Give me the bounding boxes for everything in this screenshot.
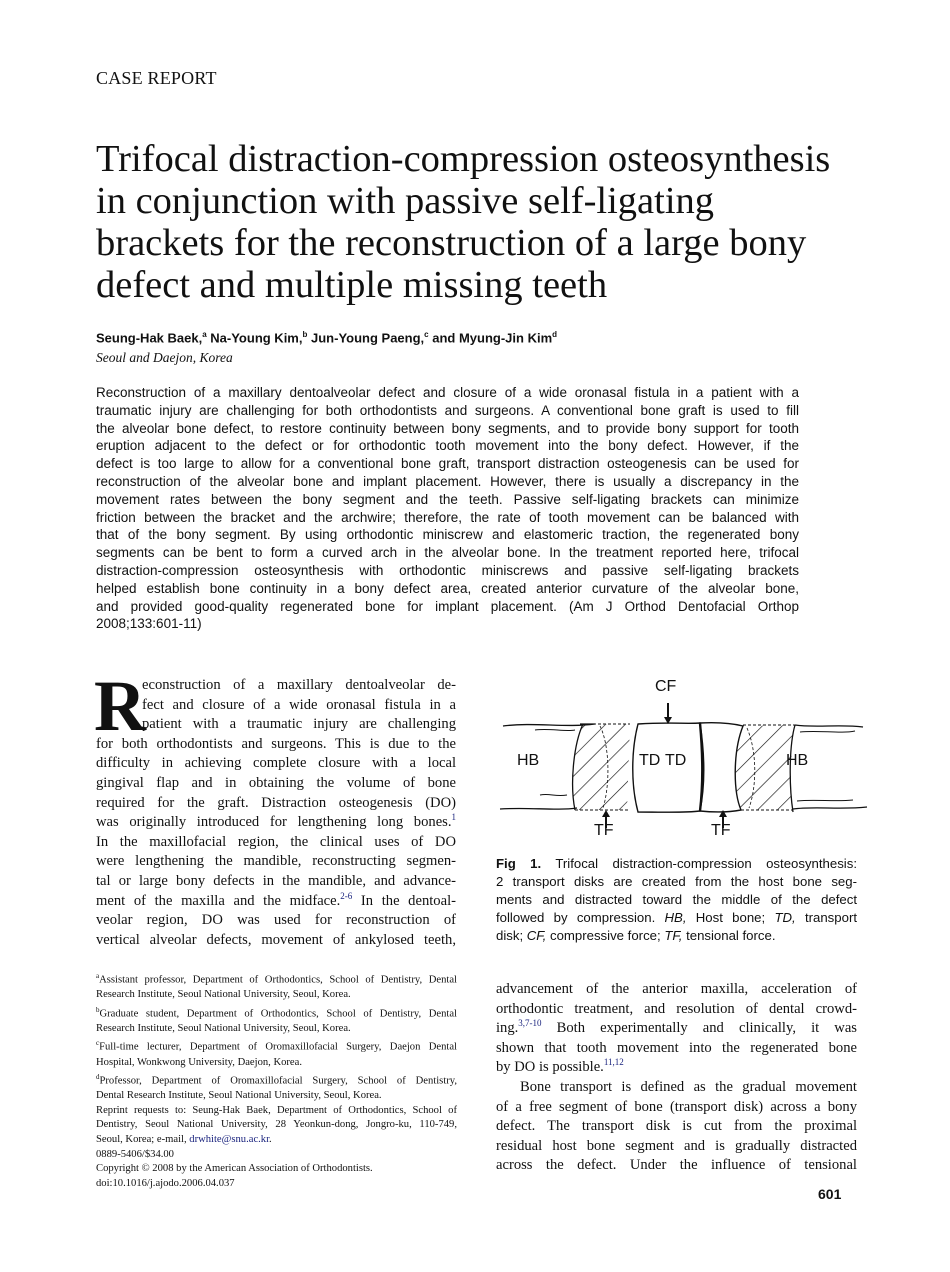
abstract-line: movement rates between the bony segment and the teeth. Passive self-ligating brackets can minimize: [96, 491, 799, 507]
body-line: orthodontic treatment, and resolution of dental crowd-: [496, 1000, 857, 1017]
footnote-text: Assistant professor, Department of Orthodontics, School of Dentistry, Dental: [99, 974, 457, 986]
abstract-line: distraction-compression osteosynthesis with orthodontic miniscrews and passive self-ligating brackets: [96, 562, 799, 578]
author-name: Jun-Young Paeng,: [311, 330, 425, 346]
body-text: by DO is possible.: [496, 1059, 604, 1076]
body-line: advancement of the anterior maxilla, acceleration of: [496, 981, 857, 997]
abstract-line: eruption adjacent to the defect or for orthodontic tooth movement into the bony defect. However, if the: [96, 438, 799, 454]
author-list: [96, 330, 557, 345]
citation-link[interactable]: 2-6: [340, 890, 353, 901]
body-text: was originally introduced for lengthening long bones.: [96, 814, 452, 831]
abbr-td: TD,: [774, 910, 796, 925]
abstract-line: Reconstruction of a maxillary dentoalveolar defect and closure of a wide oronasal fistula in a patient with a: [96, 385, 799, 400]
figure-label-td-right: TD: [665, 752, 687, 769]
footnote-line: [96, 969, 457, 988]
title-line: brackets for the reconstruction of a large bony: [96, 222, 807, 264]
author-location: Seoul and Daejon, Korea: [96, 350, 233, 365]
abstract-line: 2008;133:601-11): [96, 616, 202, 632]
footnote-mark: a: [96, 972, 100, 980]
drop-cap: R: [94, 666, 146, 746]
abbr-cf: CF,: [526, 928, 547, 943]
author-affiliation-mark: a: [202, 330, 207, 339]
footnote-text: .: [269, 1134, 272, 1146]
body-line: [96, 892, 456, 912]
abbr-hb: HB,: [664, 910, 687, 925]
title-line: Trifocal distraction-compression osteosynthesis: [96, 138, 831, 180]
body-line: tal or large bony defects in the mandible, and advance-: [96, 872, 456, 889]
body-line: patient with a traumatic injury are challenging: [142, 716, 456, 733]
caption-text: Trifocal distraction-compression osteosynthesis:: [541, 856, 857, 871]
footnote-mark: b: [96, 1005, 100, 1014]
figure-caption: [496, 855, 857, 945]
footnote-line: [96, 1036, 457, 1055]
body-line: In the maxillofacial region, the clinical uses of DO: [96, 833, 456, 850]
body-line: [496, 1019, 857, 1039]
body-line: gingival flap and in obtaining the volume of bone: [96, 774, 456, 791]
body-text: In the dentoal-: [352, 892, 457, 909]
abstract-line: that of the bony segment. By using orthodontic miniscrew and elastomeric traction, the regenerated bony: [96, 527, 799, 543]
body-line: required for the graft. Distraction osteogenesis (DO): [96, 794, 456, 811]
body-line: defect. The transport disk is cut from the proximal: [496, 1118, 857, 1135]
body-line: difficulty in achieving complete closure with a local: [96, 755, 456, 772]
email-link[interactable]: drwhite@snu.ac.kr: [189, 1134, 270, 1146]
abbr-tf: TF,: [664, 928, 683, 943]
reprint-line: Reprint requests to: Seung-Hak Baek, Department of Orthodontics, School of: [96, 1104, 457, 1116]
author-name: Seung-Hak Baek,: [96, 330, 203, 346]
author-name: Na-Young Kim,: [210, 330, 303, 346]
citation-link[interactable]: 11,12: [603, 1057, 624, 1068]
copyright: Copyright © 2008 by the American Association of Orthodontists.: [96, 1163, 373, 1175]
caption-text: compressive force;: [546, 928, 665, 943]
abstract-line: traumatic injury are challenging for both orthodontists and surgeons. A conventional bone graft is used to fill: [96, 402, 799, 418]
body-line: fect and closure of a wide oronasal fistula in a: [142, 696, 456, 713]
body-line: vertical alveolar defects, movement of ankylosed teeth,: [96, 931, 456, 948]
caption-line: 2 transport disks are created from the host bone seg-: [496, 874, 857, 889]
caption-text: Host bone;: [686, 910, 775, 925]
figure-label-tf-left: TF: [594, 822, 614, 839]
abstract-line: and provided good-quality regenerated bone for implant placement. (Am J Orthod Dentofacial Orthop: [96, 598, 799, 614]
caption-line: ments and distracted toward the middle of the defect: [496, 892, 857, 907]
figure-label-hb-right: HB: [786, 752, 809, 769]
body-line: were lengthening the mandible, reconstructing segmen-: [96, 853, 456, 870]
abstract-line: helped establish bone continuity in a bony defect area, created anterior curvature of the alveolar bone,: [96, 580, 799, 596]
reprint-line: [96, 1133, 457, 1148]
body-text: ment of the maxilla and the midface.: [96, 892, 341, 909]
author-affiliation-mark: b: [302, 330, 308, 339]
citation-link[interactable]: 1: [451, 812, 456, 823]
figure-label-hb-left: HB: [517, 752, 540, 769]
body-line: Bone transport is defined as the gradual movement: [520, 1078, 857, 1095]
footnote-mark: c: [96, 1039, 100, 1048]
body-line: veolar region, DO was used for reconstruction of: [96, 912, 456, 929]
figure-label-tf-right: TF: [711, 822, 731, 839]
figure-label-cf: CF: [655, 678, 677, 695]
footnote-line: Research Institute, Seoul National University, Seoul, Korea.: [96, 1022, 351, 1034]
body-line: residual host bone segment and is gradually distracted: [496, 1137, 857, 1154]
body-line: of a free segment of bone (transport disk) across a bony: [496, 1098, 857, 1115]
footnote-text: Professor, Department of Oromaxillofacial Surgery, School of Dentistry,: [99, 1075, 457, 1087]
footnote-line: Dental Research Institute, Seoul National University, Seoul, Korea.: [96, 1090, 382, 1102]
footnote-line: [96, 1003, 457, 1022]
body-column-left: [94, 666, 457, 950]
body-line: econstruction of a maxillary dentoalveolar de-: [142, 677, 456, 693]
body-line: across the defect. Under the influence of tensional: [496, 1157, 857, 1174]
affiliation-footnotes: [96, 969, 457, 1191]
footnote-text: Graduate student, Department of Orthodontics, School of Dentistry, Dental: [99, 1008, 457, 1020]
footnote-text: Full-time lecturer, Department of Oromaxillofacial Surgery, Daejon Dental: [99, 1041, 457, 1053]
abstract-line: reconstruction of the alveolar bone and implant placement. However, there is usually a discrepancy in the: [96, 473, 799, 489]
body-line: [496, 1058, 857, 1078]
figure-number: Fig 1.: [496, 856, 542, 871]
body-column-right: [496, 980, 857, 1176]
abstract-line: defect is too large to allow for a conventional bone graft, transport distraction osteogenesis can be used for: [96, 456, 799, 472]
footnote-mark: d: [96, 1073, 100, 1082]
body-text: Both experimentally and clinically, it was: [541, 1020, 857, 1037]
abstract-line: the alveolar bone defect, to restore continuity between bony segments, and to provide bony support for tooth: [96, 420, 799, 436]
footnote-line: Research Institute, Seoul National University, Seoul, Korea.: [96, 989, 351, 1001]
footnote-line: Hospital, Wonkwong University, Daejon, Korea.: [96, 1056, 302, 1068]
caption-line: [496, 855, 857, 873]
reprint-line: Dentistry, Seoul National University, 28 Yeonkun-dong, Jongro-ku, 110-749,: [96, 1119, 457, 1131]
figure-label-td-left: TD: [639, 752, 661, 769]
author-name: and Myung-Jin Kim: [432, 330, 553, 346]
abstract-line: segments can be bent to form a curved arch in the alveolar bone. In the treatment reported here, trifocal: [96, 545, 799, 561]
title-line: defect and multiple missing teeth: [96, 264, 608, 306]
abstract: [96, 384, 799, 633]
issn: 0889-5406/$34.00: [96, 1148, 174, 1160]
caption-line: [496, 927, 857, 945]
caption-text: disk;: [496, 928, 527, 943]
body-line: for both orthodontists and surgeons. This is due to the: [96, 735, 456, 752]
author-affiliation-mark: d: [552, 330, 558, 339]
footnote-line: [96, 1070, 457, 1089]
section-label: CASE REPORT: [96, 68, 217, 88]
doi: doi:10.1016/j.ajodo.2006.04.037: [96, 1177, 235, 1189]
body-text: ing.: [496, 1020, 519, 1037]
article-title: [96, 138, 876, 306]
title-line: in conjunction with passive self-ligating: [96, 180, 715, 222]
footnote-text: Seoul, Korea; e-mail,: [96, 1134, 190, 1146]
body-line: [96, 813, 456, 833]
abstract-line: friction between the bracket and the archwire; therefore, the rate of tooth movement can be balanced with: [96, 509, 799, 525]
caption-text: tensional force.: [682, 928, 776, 943]
citation-link[interactable]: 3,7-10: [518, 1018, 542, 1029]
page-number: 601: [818, 1186, 842, 1202]
author-affiliation-mark: c: [424, 330, 429, 339]
body-line: shown that tooth movement into the regenerated bone: [496, 1039, 857, 1056]
caption-line: [496, 909, 857, 927]
caption-text: transport: [795, 910, 857, 925]
caption-text: followed by compression.: [496, 910, 665, 925]
figure-1-diagram: [495, 676, 870, 846]
